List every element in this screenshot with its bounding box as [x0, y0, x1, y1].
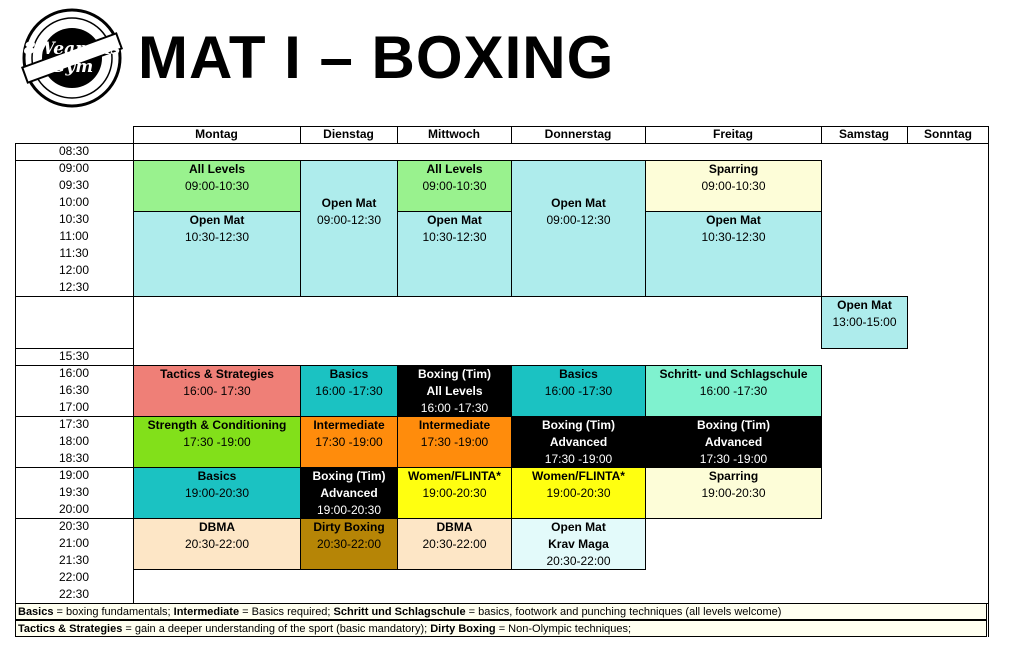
class-block[interactable]	[511, 416, 646, 468]
class-block[interactable]	[133, 160, 301, 212]
class-subtitle: Advanced	[704, 435, 763, 449]
time-label: 18:00	[58, 434, 90, 448]
time-group-line	[15, 467, 133, 468]
class-time: 09:00-12:30	[546, 213, 611, 227]
time-label: 09:00	[58, 161, 90, 175]
time-group-line	[15, 160, 133, 161]
class-title: Boxing (Tim)	[417, 367, 492, 381]
class-block[interactable]	[645, 365, 822, 417]
class-block[interactable]	[133, 518, 301, 570]
class-title: Schritt- und Schlagschule	[659, 367, 808, 381]
class-subtitle: Krav Maga	[548, 537, 609, 551]
class-title: Basics	[197, 469, 237, 483]
class-time: 19:00-20:30	[316, 503, 382, 517]
class-subtitle: Advanced	[320, 486, 378, 500]
class-block[interactable]	[645, 160, 822, 212]
time-label: 11:30	[59, 246, 89, 260]
class-subtitle: All Levels	[426, 384, 483, 398]
class-time: 09:00-10:30	[701, 179, 766, 193]
time-label: 09:30	[58, 178, 90, 192]
class-time: 19:00-20:30	[546, 486, 611, 500]
day-divider	[511, 126, 512, 143]
class-title: Open Mat	[837, 298, 892, 312]
class-title: Basics	[329, 367, 369, 381]
class-title: DBMA	[199, 520, 235, 534]
grid-line-left	[15, 143, 16, 637]
time-label: 10:30	[58, 212, 90, 226]
time-group-line	[15, 518, 133, 519]
time-label: 15:30	[58, 349, 90, 363]
class-time: 20:30-22:00	[422, 537, 487, 551]
class-block[interactable]	[133, 365, 301, 417]
gym-logo	[18, 4, 126, 112]
time-label: 20:30	[58, 519, 90, 533]
day-divider	[907, 126, 908, 143]
class-title: Open Mat	[551, 196, 606, 210]
class-time: 16:00 -17:30	[699, 384, 768, 398]
class-title: Women/FLINTA*	[532, 469, 625, 483]
class-block[interactable]	[397, 211, 512, 297]
class-time: 16:00 -17:30	[544, 384, 613, 398]
class-time: 10:30-12:30	[184, 230, 250, 244]
day-header-2: Mittwoch	[428, 127, 480, 141]
class-title: All Levels	[188, 162, 246, 176]
legend-text: = basics, footwork and punching techniques (all levels welcome)	[465, 606, 782, 618]
class-time: 13:00-15:00	[832, 315, 897, 329]
legend-text: = Basics required;	[239, 606, 334, 618]
time-group-line	[15, 416, 133, 417]
legend-line	[15, 620, 987, 637]
legend-text: = boxing fundamentals;	[53, 606, 174, 618]
class-block[interactable]	[300, 365, 398, 417]
class-title: Women/FLINTA*	[408, 469, 501, 483]
legend-term: Basics	[18, 606, 54, 618]
class-block[interactable]	[397, 467, 512, 519]
time-group-line	[15, 365, 133, 366]
class-title: Open Mat	[427, 213, 482, 227]
day-header-0: Montag	[195, 127, 238, 141]
class-time: 17:30 -19:00	[699, 452, 768, 466]
class-block[interactable]	[511, 160, 646, 297]
class-title: Open Mat	[321, 196, 377, 210]
class-title: Open Mat	[189, 213, 245, 227]
day-divider	[821, 126, 822, 143]
time-label: 17:30	[58, 417, 90, 431]
legend-text: = Non-Olympic techniques;	[495, 623, 632, 635]
class-block[interactable]	[300, 467, 398, 519]
class-time: 17:30 -19:00	[544, 452, 613, 466]
class-block[interactable]	[821, 296, 908, 349]
grid-line-header	[15, 143, 989, 144]
day-header-6: Sonntag	[924, 127, 972, 141]
class-title: Dirty Boxing	[313, 520, 385, 534]
class-title: Sparring	[708, 469, 759, 483]
time-label: 10:00	[58, 195, 90, 209]
class-subtitle: Advanced	[549, 435, 608, 449]
legend-term: Dirty Boxing	[430, 623, 496, 635]
class-time: 16:00 -17:30	[315, 384, 383, 398]
day-header-3: Donnerstag	[544, 127, 612, 141]
class-block[interactable]	[133, 211, 301, 297]
grid-line-top	[133, 126, 989, 127]
class-time: 20:30-22:00	[546, 554, 611, 568]
time-label: 17:00	[58, 400, 90, 414]
legend-term: Intermediate	[173, 606, 240, 618]
time-label: 16:00	[58, 366, 90, 380]
class-block[interactable]	[300, 160, 398, 297]
class-block[interactable]	[133, 416, 301, 468]
class-title: Open Mat	[706, 213, 761, 227]
class-title: All Levels	[426, 162, 483, 176]
class-block[interactable]	[511, 365, 646, 417]
day-header-4: Freitag	[712, 127, 753, 141]
class-title: Boxing (Tim)	[541, 418, 616, 432]
class-title: Boxing (Tim)	[696, 418, 771, 432]
class-time: 20:30-22:00	[184, 537, 250, 551]
svg-text:Gym: Gym	[50, 57, 94, 77]
class-time: 09:00-10:30	[422, 179, 487, 193]
time-group-line	[15, 296, 133, 297]
class-time: 17:30 -19:00	[183, 435, 251, 449]
class-time: 09:00-10:30	[184, 179, 250, 193]
class-block[interactable]	[397, 518, 512, 570]
class-time: 10:30-12:30	[701, 230, 766, 244]
class-time: 19:00-20:30	[701, 486, 766, 500]
class-time: 19:00-20:30	[422, 486, 487, 500]
legend-line	[15, 603, 987, 620]
class-block[interactable]	[511, 467, 646, 519]
class-block[interactable]	[645, 211, 822, 297]
class-block[interactable]	[645, 467, 822, 519]
time-label: 12:00	[58, 263, 90, 277]
class-time: 19:00-20:30	[184, 486, 250, 500]
class-title: Open Mat	[551, 520, 606, 534]
time-label: 19:30	[58, 485, 90, 499]
time-label: 08:30	[58, 144, 90, 158]
day-divider	[133, 126, 134, 143]
legend-text: = gain a deeper understanding of the sport (basic mandatory);	[122, 623, 431, 635]
class-block[interactable]	[645, 416, 822, 468]
class-time: 17:30 -19:00	[420, 435, 489, 449]
class-time: 17:30 -19:00	[315, 435, 383, 449]
class-title: Intermediate	[418, 418, 491, 432]
time-label: 20:00	[58, 502, 90, 516]
day-header-5: Samstag	[838, 127, 890, 141]
class-time: 10:30-12:30	[422, 230, 487, 244]
day-divider	[397, 126, 398, 143]
page-title: MAT I – BOXING	[138, 24, 615, 91]
class-block[interactable]	[300, 518, 398, 570]
time-label: 11:00	[59, 229, 89, 243]
time-label: 16:30	[58, 383, 90, 397]
day-header-1: Dienstag	[323, 127, 374, 141]
class-block[interactable]	[397, 160, 512, 212]
class-title: Tactics & Strategies	[160, 367, 274, 381]
class-title: Strength & Conditioning	[147, 418, 287, 432]
time-label: 18:30	[58, 451, 90, 465]
time-label: 21:30	[58, 553, 90, 567]
class-time: 16:00 -17:30	[420, 401, 489, 415]
time-group-line	[15, 348, 133, 349]
time-label: 12:30	[58, 280, 90, 294]
class-title: Boxing (Tim)	[312, 469, 386, 483]
grid-line-right	[988, 126, 989, 637]
day-divider	[645, 126, 646, 143]
class-time: 09:00-12:30	[316, 213, 382, 227]
time-label: 22:30	[58, 587, 90, 601]
time-label: 22:00	[58, 570, 90, 584]
legend-term: Schritt und Schlagschule	[333, 606, 466, 618]
class-title: Sparring	[708, 162, 759, 176]
class-block[interactable]	[300, 416, 398, 468]
class-block[interactable]	[397, 365, 512, 417]
time-label: 19:00	[58, 468, 90, 482]
class-block[interactable]	[511, 518, 646, 570]
svg-text:8Weapons: 8Weapons	[23, 39, 121, 59]
day-divider	[300, 126, 301, 143]
class-title: Intermediate	[313, 418, 385, 432]
class-block[interactable]	[397, 416, 512, 468]
time-label: 21:00	[58, 536, 90, 550]
class-time: 16:00- 17:30	[183, 384, 251, 398]
class-title: DBMA	[436, 520, 473, 534]
class-block[interactable]	[133, 467, 301, 519]
class-time: 20:30-22:00	[316, 537, 382, 551]
legend-term: Tactics & Strategies	[18, 623, 123, 635]
class-title: Basics	[559, 367, 598, 381]
